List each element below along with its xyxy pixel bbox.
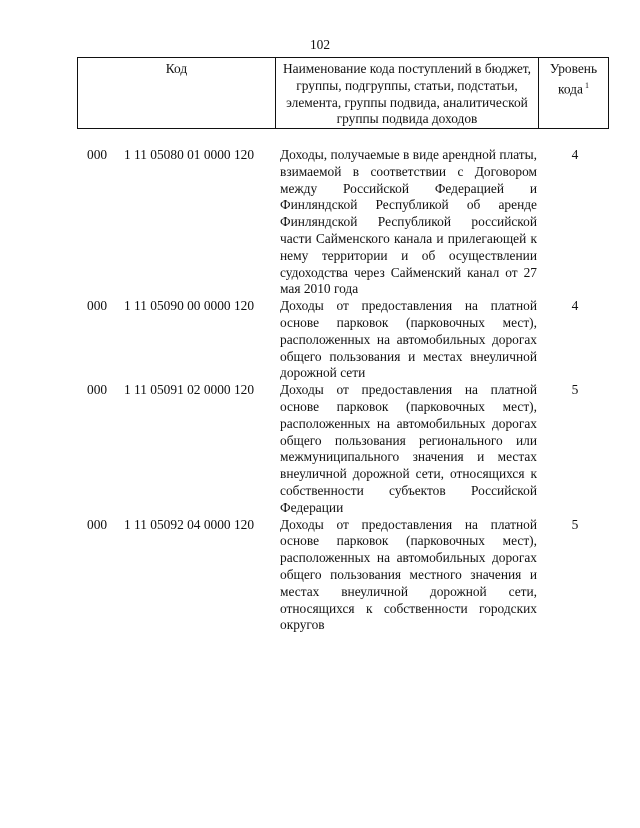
table-body <box>77 147 609 634</box>
header-name: Наименование кода поступлений в бюджет, группы, подгруппы, статьи, подстатьи, элемента, группы подвида, аналитической группы подвида доходов <box>276 58 539 129</box>
table-row <box>77 382 609 516</box>
income-name: Доходы от предоставления на платной основе парковок (парковочных мест), расположенных на автомобильных дорогах общего пользования местного значения и местах внеуличной дорожной сети, относящихся к собственности городских округов <box>280 516 537 633</box>
code-level: 4 <box>571 298 579 314</box>
admin-code: 000 <box>87 516 108 532</box>
admin-code: 000 <box>87 298 108 314</box>
income-name: Доходы от предоставления на платной основе парковок (парковочных мест), расположенных на автомобильных дорогах общего пользования регионального или межмуниципального значения и местах внеуличной дорожной сети, относящихся к собственности субъектов Российской Федерации <box>280 382 537 515</box>
income-code: 1 11 05090 00 0000 120 <box>124 298 255 314</box>
income-code: 1 11 05091 02 0000 120 <box>124 382 255 398</box>
code-level: 5 <box>571 382 579 398</box>
income-code: 1 11 05080 01 0000 120 <box>124 147 255 162</box>
table-row <box>77 517 609 635</box>
footnote-marker: 1 <box>584 80 589 90</box>
admin-code: 000 <box>87 382 108 398</box>
income-name: Доходы от предоставления на платной основе парковок (парковочных мест), расположенных на автомобильных дорогах общего пользования и местах внеуличной дорожной сети <box>280 298 537 381</box>
income-code: 1 11 05092 04 0000 120 <box>124 516 255 532</box>
table-header <box>77 57 609 129</box>
header-level: Уровень кода <box>549 61 598 97</box>
header-code: Код <box>78 58 276 129</box>
page-number: 102 <box>309 37 331 52</box>
income-name: Доходы, получаемые в виде арендной платы, взимаемой в соответствии с Договором между Российской Федерацией и Финляндской Республикой об аренде Финляндской Республикой российской части Сайменского канала и прилегающей к нему территории и об осуществлении судоходства через Сайменский канал от 27 мая 2010 года <box>280 147 537 297</box>
admin-code: 000 <box>87 147 108 162</box>
header-level-cell <box>539 58 609 129</box>
code-level: 4 <box>571 147 579 162</box>
code-level: 5 <box>571 516 579 532</box>
table-row <box>77 298 609 382</box>
table-row <box>77 147 609 298</box>
